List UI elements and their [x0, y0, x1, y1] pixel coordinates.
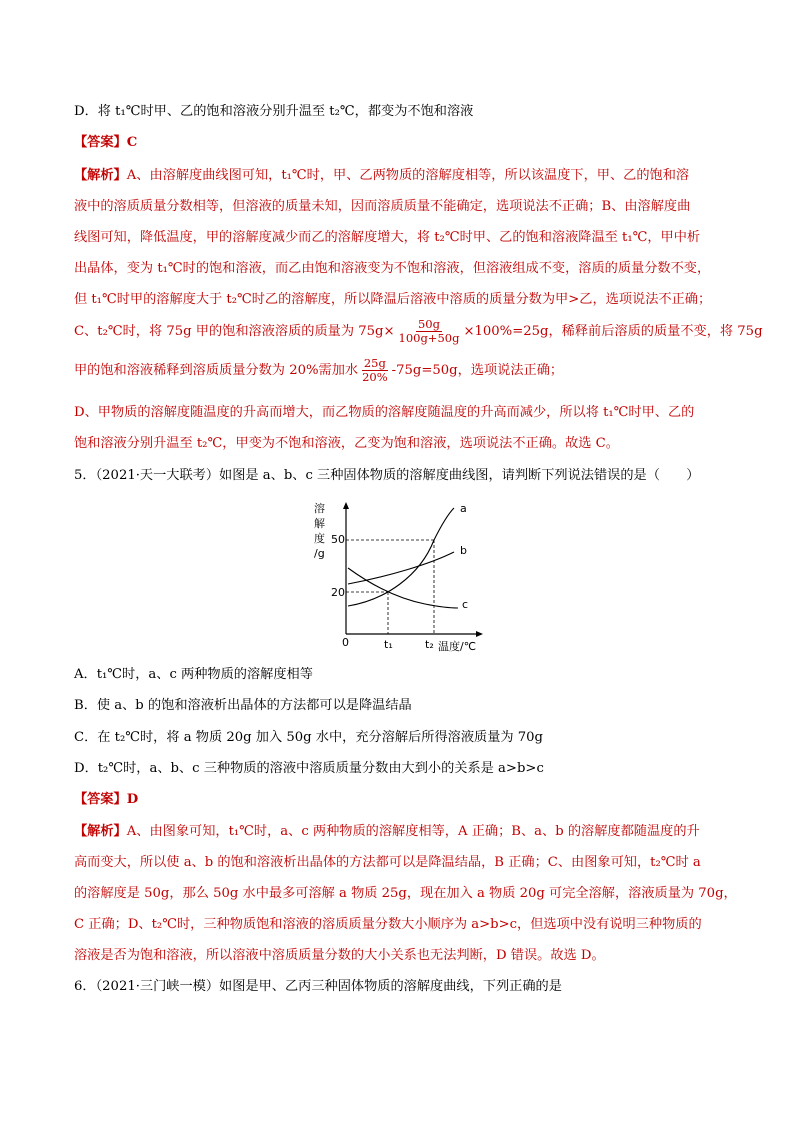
y-axis-arrow	[343, 502, 349, 509]
q5-analysis-line-2: 高而变大，所以使 a、b 的饱和溶液析出晶体的方法都可以是降温结晶，B 正确；C、由图象可知，t₂℃时 a	[74, 855, 701, 870]
y-tick-label-20: 20	[331, 586, 345, 599]
formula-post: ×100%=25g，稀释前后溶质的质量不变，将 75g	[463, 324, 763, 339]
answer-value: C	[126, 135, 138, 150]
analysis-text: A、由溶解度曲线图可知，t₁℃时，甲、乙两物质的溶解度相等，所以该温度下，甲、乙的饱和溶	[126, 168, 690, 183]
solubility-chart	[300, 494, 500, 664]
prev-analysis-line-1	[74, 166, 689, 186]
y-label-char: /g	[314, 547, 325, 560]
fraction-denominator: 100g+50g	[398, 331, 460, 345]
series-b-label: b	[460, 544, 467, 557]
analysis-text: A、由图象可知，t₁℃时，a、c 两种物质的溶解度相等，A 正确；B、a、b 的溶解度都随温度的升	[126, 824, 700, 839]
x-tick-label-t1: t₁	[384, 638, 393, 651]
formula-pre: 甲的饱和溶液稀释到溶质质量分数为 20%需加水	[74, 363, 359, 378]
y-label-char: 度	[314, 532, 325, 545]
q5-analysis-line-5: 溶液是否为饱和溶液，所以溶液中溶质质量分数的大小关系也无法判断，D 错误。故选 D。	[74, 948, 605, 963]
x-axis-arrow	[476, 631, 483, 637]
q5-analysis-line-1	[74, 822, 700, 842]
prev-analysis-line-8: D、甲物质的溶解度随温度的升高而增大，而乙物质的溶解度随温度的升高而减少，所以将 t₁℃时甲、乙的	[74, 405, 695, 420]
series-a-curve	[348, 508, 454, 606]
fraction-numerator: 25g	[363, 356, 386, 370]
q5-option-b: B．使 a、b 的饱和溶液析出晶体的方法都可以是降温结晶	[74, 698, 412, 713]
answer-tag: 【答案】	[74, 135, 127, 150]
series-a-label: a	[460, 502, 467, 515]
q5-option-d: D．t₂℃时，a、b、c 三种物质的溶液中溶质质量分数由大到小的关系是 a>b>c	[74, 761, 544, 776]
q5-analysis-line-4: C 正确；D、t₂℃时，三种物质饱和溶液的溶质质量分数大小顺序为 a>b>c，但选项中没有说明三种物质的	[74, 917, 702, 932]
fraction-50g	[397, 318, 462, 345]
formula-post: -75g=50g，选项说法正确；	[391, 363, 564, 378]
q5-option-a: A．t₁℃时，a、c 两种物质的溶解度相等	[74, 667, 313, 682]
fraction-denominator: 20%	[362, 370, 388, 384]
x-axis-label: 温度/℃	[438, 640, 477, 653]
prev-analysis-line-3: 线图可知，降低温度，甲的溶解度减少而乙的溶解度增大，将 t₂℃时甲、乙的饱和溶液降温至 t₁℃，甲中析	[74, 230, 701, 245]
formula-pre: C、t₂℃时，将 75g 甲的饱和溶液溶质的质量为 75g×	[74, 324, 395, 339]
q5-option-c: C．在 t₂℃时，将 a 物质 20g 加入 50g 水中，充分溶解后所得溶液质量为 70g	[74, 730, 543, 745]
answer-tag: 【答案】	[74, 792, 127, 807]
prev-option-d: D．将 t₁℃时甲、乙的饱和溶液分别升温至 t₂℃，都变为不饱和溶液	[74, 104, 474, 119]
question-5-stem: 5．（2021·天一大联考）如图是 a、b、c 三种固体物质的溶解度曲线图，请判断下列说法错误的是（ ）	[74, 468, 700, 483]
y-tick-label-50: 50	[331, 533, 345, 546]
q5-analysis-line-3: 的溶解度是 50g，那么 50g 水中最多可溶解 a 物质 25g，现在加入 a 物质 20g 可完全溶解，溶液质量为 70g，	[74, 886, 737, 901]
prev-analysis-line-5: 但 t₁℃时甲的溶解度大于 t₂℃时乙的溶解度，所以降温后溶液中溶质的质量分数为甲>乙，选项说法不正确；	[74, 292, 712, 307]
series-c-label: c	[462, 598, 469, 611]
prev-analysis-line-4: 出晶体，变为 t₁℃时的饱和溶液，而乙由饱和溶液变为不饱和溶液，但溶液组成不变，溶质的质量分数不变，	[74, 261, 711, 276]
prev-answer	[74, 133, 137, 153]
question-6-stem: 6．（2021·三门峡一模）如图是甲、乙丙三种固体物质的溶解度曲线，下列正确的是	[74, 979, 562, 994]
prev-analysis-line-7	[74, 357, 563, 385]
y-label-char: 溶	[314, 502, 325, 515]
origin-label: 0	[342, 636, 349, 649]
prev-analysis-line-6	[74, 318, 763, 346]
y-label-char: 解	[314, 517, 325, 530]
fraction-25g	[360, 357, 390, 384]
fraction-numerator: 50g	[417, 317, 440, 331]
q5-answer	[74, 790, 138, 810]
answer-value: D	[126, 792, 139, 807]
analysis-tag: 【解析】	[74, 168, 127, 183]
prev-analysis-line-2: 液中的溶质质量分数相等，但溶液的质量未知，因而溶质质量不能确定，选项说法不正确；B、由溶解度曲	[74, 199, 691, 214]
x-tick-label-t2: t₂	[425, 638, 434, 651]
prev-analysis-line-9: 饱和溶液分别升温至 t₂℃，甲变为不饱和溶液，乙变为饱和溶液，选项说法不正确。故选 C。	[74, 436, 619, 451]
analysis-tag: 【解析】	[74, 824, 127, 839]
